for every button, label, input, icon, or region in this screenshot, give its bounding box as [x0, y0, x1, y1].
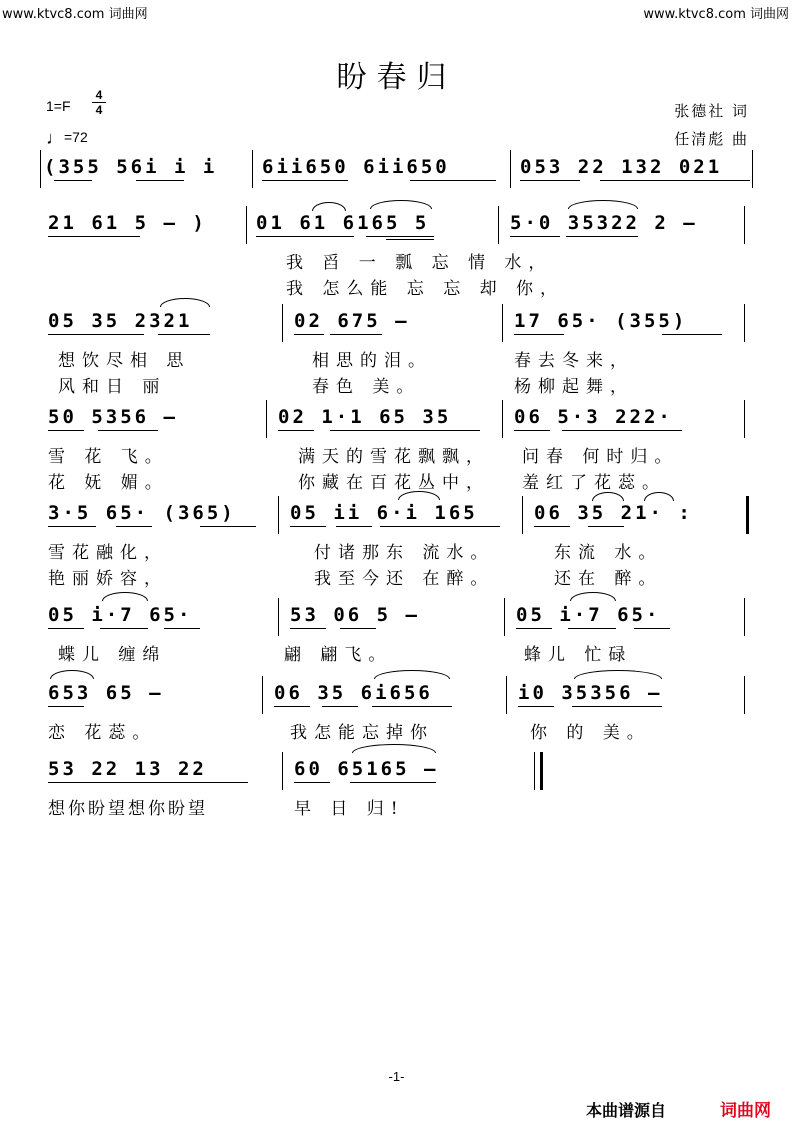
underline: [562, 430, 682, 431]
barline: [502, 400, 503, 438]
barline: [534, 752, 535, 790]
lyric-verse-1: 我 舀 一 瓢 忘 情 水，: [286, 253, 553, 273]
notes-row: [40, 598, 755, 634]
underline: [380, 526, 500, 527]
underline: [158, 334, 210, 335]
score-line-5: [40, 496, 755, 589]
underline: [520, 180, 580, 181]
measure: 05 35 2321: [48, 310, 193, 332]
measure: 01 61 6165 5: [256, 212, 430, 234]
underline: [600, 180, 750, 181]
notes-row: [40, 752, 755, 788]
slur: [644, 492, 674, 501]
underline: [634, 628, 670, 629]
underline: [568, 628, 616, 629]
measure: 02 1·1 65 35: [278, 406, 452, 428]
lyric-verse-1: 蜂儿 忙碌: [524, 645, 633, 665]
tempo-marking: [46, 128, 88, 149]
lyric-verse-1: 付诸那东 流水。: [314, 543, 495, 563]
underline: [294, 334, 324, 335]
barline: [498, 206, 499, 244]
underline: [164, 628, 200, 629]
notes-row: [40, 206, 755, 242]
underline: [514, 430, 550, 431]
repeat-barline: [746, 496, 749, 534]
underline: [290, 526, 326, 527]
underline: [322, 706, 358, 707]
measure: 60 65165 –: [294, 758, 439, 780]
measure: 06 35 6i656: [274, 682, 433, 704]
lyric-verse-1: 相思的泪。: [312, 351, 432, 371]
barline: [522, 496, 523, 534]
measure: 02 675 –: [294, 310, 410, 332]
lyric-verse-1: 我怎能忘掉你: [290, 723, 434, 743]
underline: [278, 430, 314, 431]
composer-credit: 任清彪 曲: [674, 130, 749, 148]
key-signature: 1=F: [46, 98, 71, 114]
underline: [566, 236, 638, 237]
watermark-right: www.ktvc8.com 词曲网: [643, 7, 789, 22]
lyricist-credit: 张德社 词: [674, 102, 749, 120]
underline: [386, 239, 434, 240]
lyric-verse-1: 蝶儿 缠绵: [58, 645, 167, 665]
underline: [136, 180, 184, 181]
underline: [372, 706, 452, 707]
barline: [744, 598, 745, 636]
lyric-verse-1: 东流 水。: [554, 543, 663, 563]
barline: [506, 676, 507, 714]
barline: [752, 150, 753, 188]
measure: 53 06 5 –: [290, 604, 420, 626]
lyric-verse-1: 恋 花蕊。: [48, 723, 157, 743]
lyric-verse-2: 我 怎么能 忘 忘 却 你，: [286, 279, 565, 299]
lyric-verse-1: 雪 花 飞。: [48, 447, 169, 467]
time-signature-bottom: 4: [95, 103, 103, 117]
barline: [262, 676, 263, 714]
page-title: 盼春归: [336, 60, 457, 95]
underline: [54, 180, 92, 181]
measure: 05 ii 6·i 165: [290, 502, 478, 524]
score-line-3: [40, 304, 755, 397]
underline: [518, 706, 554, 707]
quarter-note-icon: ♩: [46, 128, 64, 148]
barline: [282, 304, 283, 342]
lyric-verse-1: 雪花融化，: [48, 543, 168, 563]
underline: [290, 628, 326, 629]
underline: [98, 430, 158, 431]
underline: [534, 526, 570, 527]
underline: [48, 236, 140, 237]
barline: [502, 304, 503, 342]
underline: [516, 628, 552, 629]
measure: 6ii650 6ii650: [262, 156, 450, 178]
measure: i0 35356 –: [518, 682, 663, 704]
underline: [330, 430, 480, 431]
underline: [274, 706, 310, 707]
measure: 05 i·7 65·: [516, 604, 661, 626]
footer-source-text: 本曲谱源自: [586, 1103, 667, 1120]
measure: 653 65 –: [48, 682, 164, 704]
barline: [252, 150, 253, 188]
measure: 05 i·7 65·: [48, 604, 193, 626]
measure: 21 61 5 – ): [48, 212, 207, 234]
lyric-verse-1: 想你盼望想你盼望: [48, 799, 208, 819]
score-line-6: [40, 598, 755, 678]
lyric-verse-1: 你 的 美。: [530, 723, 651, 743]
lyric-verse-1: 早 日 归!: [294, 799, 405, 819]
underline: [256, 236, 354, 237]
notes-row: [40, 304, 755, 340]
notes-row: [40, 150, 755, 186]
lyric-verse-2: 我至今还 在醉。: [314, 569, 495, 589]
barline: [40, 150, 41, 188]
lyric-verse-1: 春去冬来，: [514, 351, 634, 371]
underline: [514, 334, 564, 335]
underline: [48, 706, 84, 707]
barline: [744, 304, 745, 342]
slur: [102, 592, 148, 601]
watermark-left: www.ktvc8.com 词曲网: [2, 7, 148, 22]
lyric-verse-2: 羞红了花蕊。: [522, 473, 666, 493]
score-line-2: [40, 206, 755, 299]
measure: 06 35 21· :: [534, 502, 693, 524]
slur: [570, 592, 616, 601]
barline: [510, 150, 511, 188]
barline: [246, 206, 247, 244]
lyric-verse-2: 你藏在百花丛中，: [298, 473, 490, 493]
lyric-verse-1: 翩 翩飞。: [284, 645, 393, 665]
barline: [282, 752, 283, 790]
measure: 06 5·3 222·: [514, 406, 673, 428]
slur: [592, 492, 624, 501]
notes-row: [40, 400, 755, 436]
underline: [200, 526, 256, 527]
tempo-value: =72: [64, 129, 88, 145]
underline: [330, 334, 382, 335]
underline: [100, 628, 148, 629]
underline: [48, 430, 84, 431]
score-line-4: [40, 400, 755, 493]
lyric-verse-2: 风和日 丽: [58, 377, 167, 397]
page-number: -1-: [388, 1069, 405, 1084]
slur: [160, 298, 210, 307]
time-signature-top: 4: [95, 88, 103, 102]
lyric-verse-2: 花 妩 媚。: [48, 473, 169, 493]
score-line-8: [40, 752, 755, 832]
lyric-verse-1: 满天的雪花飘飘，: [298, 447, 490, 467]
footer-brand-logo[interactable]: 词曲网: [720, 1101, 771, 1120]
underline: [662, 334, 722, 335]
underline: [48, 526, 96, 527]
barline: [744, 676, 745, 714]
lyric-verse-1: 问春 何时归。: [522, 447, 679, 467]
underline: [48, 628, 84, 629]
notes-row: [40, 496, 755, 532]
notes-row: [40, 676, 755, 712]
underline: [340, 628, 376, 629]
underline: [48, 782, 248, 783]
barline: [744, 206, 745, 244]
barline: [266, 400, 267, 438]
underline: [366, 236, 434, 237]
lyric-verse-2: 还在 醉。: [554, 569, 663, 589]
final-barline: [540, 752, 543, 790]
lyric-verse-2: 春色 美。: [312, 377, 421, 397]
lyric-verse-1: 想饮尽相 思: [58, 351, 191, 371]
lyric-verse-2: 杨柳起舞，: [514, 377, 634, 397]
measure: 53 22 13 22: [48, 758, 207, 780]
underline: [572, 706, 662, 707]
lyric-verse-2: 艳丽娇容，: [48, 569, 168, 589]
underline: [48, 334, 144, 335]
measure: 5·0 35322 2 –: [510, 212, 698, 234]
barline: [278, 598, 279, 636]
underline: [588, 526, 624, 527]
measure: (355 56i i i: [44, 156, 218, 178]
measure: 053 22 132 021: [520, 156, 723, 178]
measure: 50 5356 –: [48, 406, 178, 428]
barline: [744, 400, 745, 438]
time-signature: [92, 89, 106, 116]
underline: [350, 782, 436, 783]
underline: [410, 180, 496, 181]
underline: [336, 526, 372, 527]
underline: [294, 782, 330, 783]
underline: [510, 236, 560, 237]
barline: [504, 598, 505, 636]
barline: [278, 496, 279, 534]
underline: [262, 180, 348, 181]
underline: [116, 526, 152, 527]
measure: 17 65· (355): [514, 310, 688, 332]
measure: 3·5 65· (365): [48, 502, 236, 524]
